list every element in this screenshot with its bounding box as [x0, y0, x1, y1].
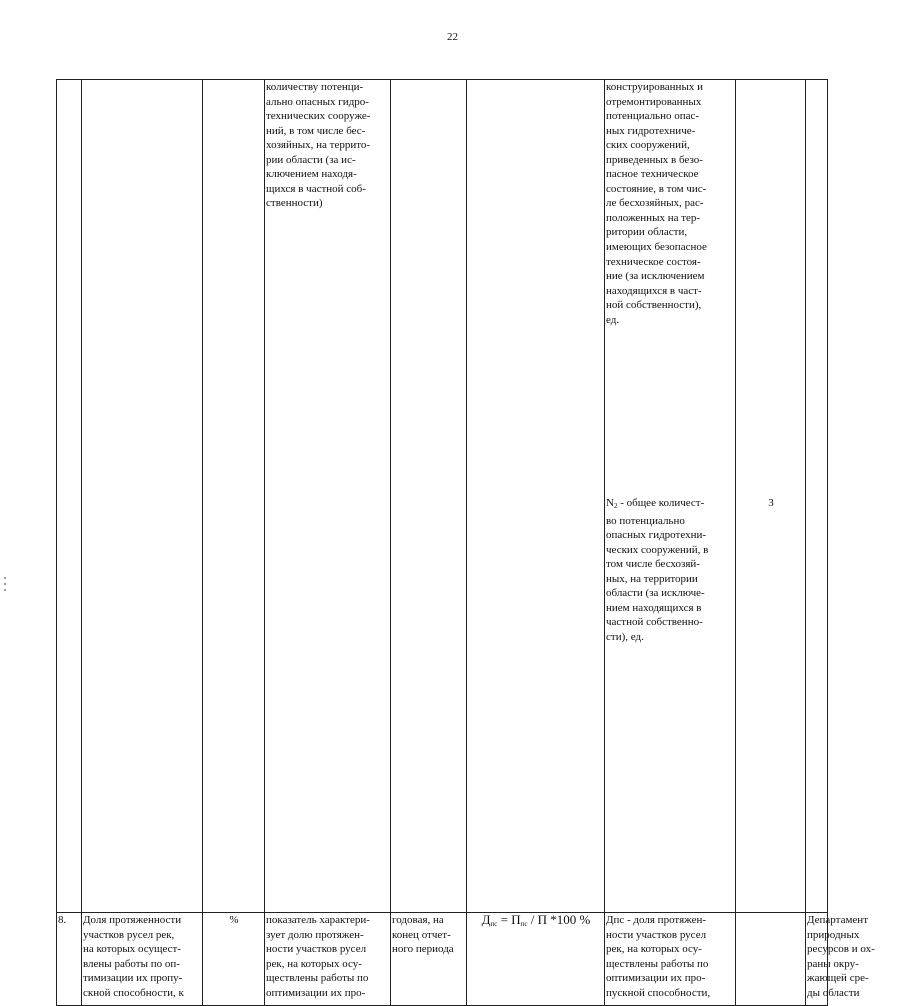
cell-indicators: Дпс - доля протяжен- ности участков русел рек, на которых осу- ществлены работы по оптимизации их про- пускной способности,: [605, 913, 736, 1006]
scan-artifact: [4, 577, 6, 579]
indicator-1-text: конструированных и отремонтированных потенциально опас- ных гидротехниче- ских сооружений, приведенных в безо- пасное техническое состояние, в том чис- ле бесхозяйных, рас- положенных на тер- ритории области, имеющих безопасное техническое состоя- ние (за исключением находящихся в част- ной собственности), ед.: [606, 81, 707, 326]
method-2: 3: [768, 497, 774, 509]
cell-definition: количеству потенци- ально опасных гидро- технических сооруже- ний, в том числе бес- хозяйных, на террито- рии области (за ис- ключением находя- щихся в частной соб- ственности): [265, 80, 391, 913]
cell-period: [391, 80, 467, 913]
cell-responsible: [806, 80, 828, 913]
cell-responsible: Департамент природных ресурсов и ох- раны окру- жающей сре- ды области: [806, 913, 828, 1006]
cell-method: [736, 913, 806, 1006]
table-row-8: [57, 913, 828, 1006]
cell-period: годовая, на конец отчет- ного периода: [391, 913, 467, 1006]
cell-indicators: [605, 80, 736, 913]
cell-formula: [467, 80, 605, 913]
cell-formula: [467, 913, 605, 1006]
cell-unit: [203, 80, 265, 913]
cell-definition: показатель характери- зует долю протяжен- ности участков русел рек, на которых осу- ществлены работы по оптимизации их про-: [265, 913, 391, 1006]
cell-num: 8.: [57, 913, 82, 1006]
cell-name: [82, 80, 203, 913]
indicator-2-subscript: 2: [613, 502, 618, 510]
cell-name: Доля протяженности участков русел рек, на которых осущест- влены работы по оп- тимизации их пропу- скной способности, к: [82, 913, 203, 1006]
formula-p: = П: [497, 912, 521, 927]
table-row-continuation: [57, 80, 828, 913]
indicators-split: [605, 80, 735, 912]
indicator-2-text: [605, 496, 735, 912]
formula-d-sub: пс: [490, 920, 498, 928]
cell-num: [57, 80, 82, 913]
formula-d: Д: [481, 912, 491, 927]
scan-artifact: [4, 583, 6, 585]
cell-unit: %: [203, 913, 265, 1006]
scan-artifact: [4, 589, 6, 591]
indicator-2-symbol: N: [606, 497, 614, 509]
method-1: [736, 80, 805, 496]
cell-method: [736, 80, 806, 913]
formula-p-sub: пс: [520, 920, 528, 928]
page-number: 22: [447, 31, 458, 43]
formula-rest: / П *100 %: [527, 912, 591, 927]
indicator-2-description: - общее количест- во потенциально опасных гидротехни- ческих сооружений, в том числе бесхозяй- ных, на территории области (за исключе- нием находящихся в частной собственно- сти), ед.: [606, 497, 709, 643]
method-split: [736, 80, 805, 912]
indicators-table: [56, 79, 875, 1006]
